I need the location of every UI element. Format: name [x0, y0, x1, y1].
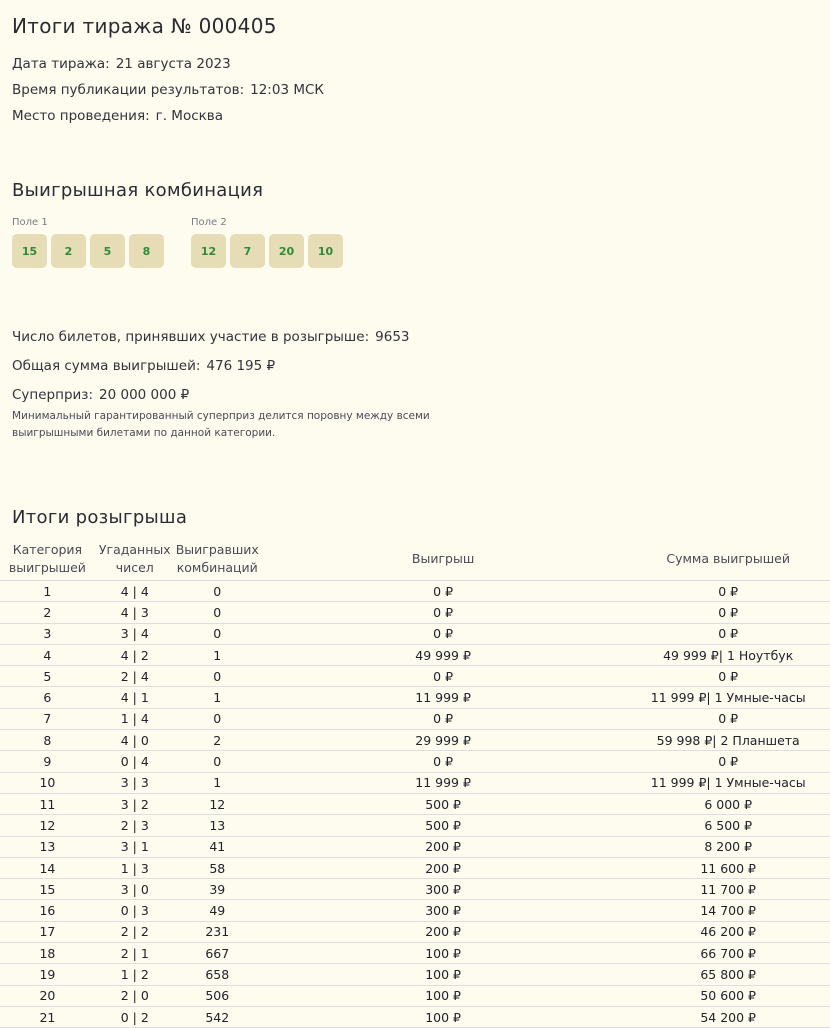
- table-cell: 12: [0, 815, 95, 836]
- table-cell: 2 | 1: [95, 943, 175, 964]
- table-cell: 100 ₽: [260, 964, 627, 985]
- table-cell: 0 | 2: [95, 1006, 175, 1027]
- table-cell: 1: [175, 687, 260, 708]
- draw-date-value: 21 августа 2023: [115, 56, 231, 72]
- table-row: [0, 602, 830, 623]
- table-cell: 20: [0, 985, 95, 1006]
- superprize-label: Суперприз:: [12, 387, 94, 403]
- table-cell: 5: [0, 666, 95, 687]
- table-cell: 46 200 ₽: [626, 921, 830, 942]
- table-cell: 100 ₽: [260, 1006, 627, 1027]
- table-cell: 10: [0, 772, 95, 793]
- table-cell: 16: [0, 900, 95, 921]
- table-cell: 8 200 ₽: [626, 836, 830, 857]
- ball: 5: [90, 234, 125, 268]
- table-cell: 4: [0, 644, 95, 665]
- table-row: [0, 708, 830, 729]
- table-row: [0, 751, 830, 772]
- draw-place-value: г. Москва: [155, 108, 224, 124]
- table-cell: 0 ₽: [626, 602, 830, 623]
- table-cell: 500 ₽: [260, 793, 627, 814]
- table-cell: 21: [0, 1006, 95, 1027]
- table-cell: 506: [175, 985, 260, 1006]
- table-cell: 11 999 ₽: [260, 687, 627, 708]
- table-cell: 6: [0, 687, 95, 708]
- ball: 20: [269, 234, 304, 268]
- table-cell: 0 ₽: [260, 751, 627, 772]
- table-cell: 11 999 ₽| 1 Умные-часы: [626, 772, 830, 793]
- table-row: [0, 985, 830, 1006]
- table-row: [0, 581, 830, 602]
- superprize-value: 20 000 000 ₽: [99, 387, 190, 403]
- table-cell: 3 | 1: [95, 836, 175, 857]
- table-cell: 2 | 3: [95, 815, 175, 836]
- table-cell: 2 | 4: [95, 666, 175, 687]
- table-cell: 0 ₽: [260, 602, 627, 623]
- ball: 12: [191, 234, 226, 268]
- publish-time: [12, 82, 324, 98]
- table-cell: 14: [0, 857, 95, 878]
- publish-time-value: 12:03 МСК: [250, 82, 324, 98]
- table-cell: 0: [175, 581, 260, 602]
- table-cell: 1 | 2: [95, 964, 175, 985]
- column-header: Угаданных чисел: [95, 538, 175, 581]
- draw-date-label: Дата тиража:: [12, 56, 110, 72]
- table-cell: 0 | 3: [95, 900, 175, 921]
- field2-label: Поле 2: [191, 217, 227, 228]
- combination-title: Выигрышная комбинация: [12, 180, 264, 201]
- table-cell: 3 | 0: [95, 879, 175, 900]
- table-cell: 0: [175, 602, 260, 623]
- table-cell: 500 ₽: [260, 815, 627, 836]
- table-row: [0, 836, 830, 857]
- table-cell: 3 | 2: [95, 793, 175, 814]
- table-cell: 4 | 3: [95, 602, 175, 623]
- table-cell: 667: [175, 943, 260, 964]
- table-cell: 100 ₽: [260, 943, 627, 964]
- table-cell: 11 600 ₽: [626, 857, 830, 878]
- table-cell: 2: [175, 730, 260, 751]
- table-cell: 17: [0, 921, 95, 942]
- table-cell: 29 999 ₽: [260, 730, 627, 751]
- table-cell: 11 999 ₽: [260, 772, 627, 793]
- superprize: [12, 387, 189, 403]
- table-row: [0, 772, 830, 793]
- table-cell: 11 700 ₽: [626, 879, 830, 900]
- tickets-count-value: 9653: [375, 329, 410, 345]
- table-cell: 0 ₽: [260, 623, 627, 644]
- ball: 2: [51, 234, 86, 268]
- table-cell: 300 ₽: [260, 879, 627, 900]
- table-cell: 542: [175, 1006, 260, 1027]
- table-cell: 49: [175, 900, 260, 921]
- table-cell: 0 ₽: [260, 581, 627, 602]
- table-cell: 0 ₽: [626, 708, 830, 729]
- table-cell: 39: [175, 879, 260, 900]
- table-cell: 4 | 1: [95, 687, 175, 708]
- table-cell: 231: [175, 921, 260, 942]
- table-cell: 18: [0, 943, 95, 964]
- column-header: Категория выигрышей: [0, 538, 95, 581]
- ball: 8: [129, 234, 164, 268]
- table-cell: 13: [175, 815, 260, 836]
- table-cell: 4 | 4: [95, 581, 175, 602]
- table-cell: 200 ₽: [260, 921, 627, 942]
- table-cell: 6 500 ₽: [626, 815, 830, 836]
- table-cell: 0 | 4: [95, 751, 175, 772]
- table-cell: 8: [0, 730, 95, 751]
- table-row: [0, 644, 830, 665]
- table-cell: 6 000 ₽: [626, 793, 830, 814]
- draw-place-label: Место проведения:: [12, 108, 150, 124]
- table-header-row: [0, 538, 830, 581]
- table-cell: 66 700 ₽: [626, 943, 830, 964]
- table-cell: 9: [0, 751, 95, 772]
- table-row: [0, 815, 830, 836]
- draw-date: [12, 56, 231, 72]
- ball: 10: [308, 234, 343, 268]
- table-cell: 3 | 4: [95, 623, 175, 644]
- table-cell: 658: [175, 964, 260, 985]
- table-cell: 11: [0, 793, 95, 814]
- page-title: Итоги тиража № 000405: [12, 14, 277, 38]
- tickets-count-label: Число билетов, принявших участие в розыгрыше:: [12, 329, 370, 345]
- table-cell: 3: [0, 623, 95, 644]
- table-cell: 4 | 0: [95, 730, 175, 751]
- table-cell: 300 ₽: [260, 900, 627, 921]
- table-row: [0, 623, 830, 644]
- table-cell: 50 600 ₽: [626, 985, 830, 1006]
- table-cell: 1 | 4: [95, 708, 175, 729]
- table-cell: 0: [175, 708, 260, 729]
- table-cell: 65 800 ₽: [626, 964, 830, 985]
- table-row: [0, 793, 830, 814]
- field1-balls: [12, 234, 164, 268]
- table-cell: 3 | 3: [95, 772, 175, 793]
- field2-balls: [191, 234, 343, 268]
- table-cell: 13: [0, 836, 95, 857]
- total-winnings: [12, 358, 275, 374]
- table-cell: 11 999 ₽| 1 Умные-часы: [626, 687, 830, 708]
- table-cell: 7: [0, 708, 95, 729]
- table-cell: 1: [0, 581, 95, 602]
- table-cell: 2 | 0: [95, 985, 175, 1006]
- table-cell: 54 200 ₽: [626, 1006, 830, 1027]
- total-winnings-label: Общая сумма выигрышей:: [12, 358, 201, 374]
- table-cell: 1: [175, 772, 260, 793]
- table-cell: 12: [175, 793, 260, 814]
- table-cell: 59 998 ₽| 2 Планшета: [626, 730, 830, 751]
- table-cell: 0 ₽: [626, 581, 830, 602]
- table-row: [0, 943, 830, 964]
- table-cell: 0 ₽: [626, 666, 830, 687]
- table-cell: 0: [175, 751, 260, 772]
- table-row: [0, 687, 830, 708]
- table-cell: 0 ₽: [626, 751, 830, 772]
- table-cell: 200 ₽: [260, 836, 627, 857]
- table-cell: 49 999 ₽| 1 Ноутбук: [626, 644, 830, 665]
- ball: 15: [12, 234, 47, 268]
- table-cell: 2: [0, 602, 95, 623]
- table-cell: 1 | 3: [95, 857, 175, 878]
- table-row: [0, 879, 830, 900]
- publish-time-label: Время публикации результатов:: [12, 82, 245, 98]
- table-cell: 0 ₽: [626, 623, 830, 644]
- table-cell: 15: [0, 879, 95, 900]
- table-cell: 4 | 2: [95, 644, 175, 665]
- ball: 7: [230, 234, 265, 268]
- table-cell: 49 999 ₽: [260, 644, 627, 665]
- table-cell: 2 | 2: [95, 921, 175, 942]
- table-row: [0, 730, 830, 751]
- table-cell: 0 ₽: [260, 708, 627, 729]
- draw-place: [12, 108, 223, 124]
- superprize-note: Минимальный гарантированный суперприз делится поровну между всеми выигрышными билетами по данной категории.: [12, 410, 430, 439]
- table-row: [0, 857, 830, 878]
- table-cell: 19: [0, 964, 95, 985]
- table-row: [0, 666, 830, 687]
- table-cell: 0 ₽: [260, 666, 627, 687]
- table-row: [0, 900, 830, 921]
- table-cell: 100 ₽: [260, 985, 627, 1006]
- table-cell: 200 ₽: [260, 857, 627, 878]
- field1-label: Поле 1: [12, 217, 48, 228]
- table-cell: 14 700 ₽: [626, 900, 830, 921]
- total-winnings-value: 476 195 ₽: [206, 358, 276, 374]
- table-cell: 1: [175, 644, 260, 665]
- results-table: [0, 538, 830, 1028]
- table-cell: 41: [175, 836, 260, 857]
- table-row: [0, 1006, 830, 1027]
- column-header: Выигрыш: [260, 538, 627, 581]
- results-body: [0, 581, 830, 1028]
- table-cell: 0: [175, 623, 260, 644]
- table-cell: 0: [175, 666, 260, 687]
- table-row: [0, 964, 830, 985]
- table-row: [0, 921, 830, 942]
- table-cell: 58: [175, 857, 260, 878]
- column-header: Выигравших комбинаций: [175, 538, 260, 581]
- column-header: Сумма выигрышей: [626, 538, 830, 581]
- tickets-count: [12, 329, 410, 345]
- results-title: Итоги розыгрыша: [12, 507, 188, 528]
